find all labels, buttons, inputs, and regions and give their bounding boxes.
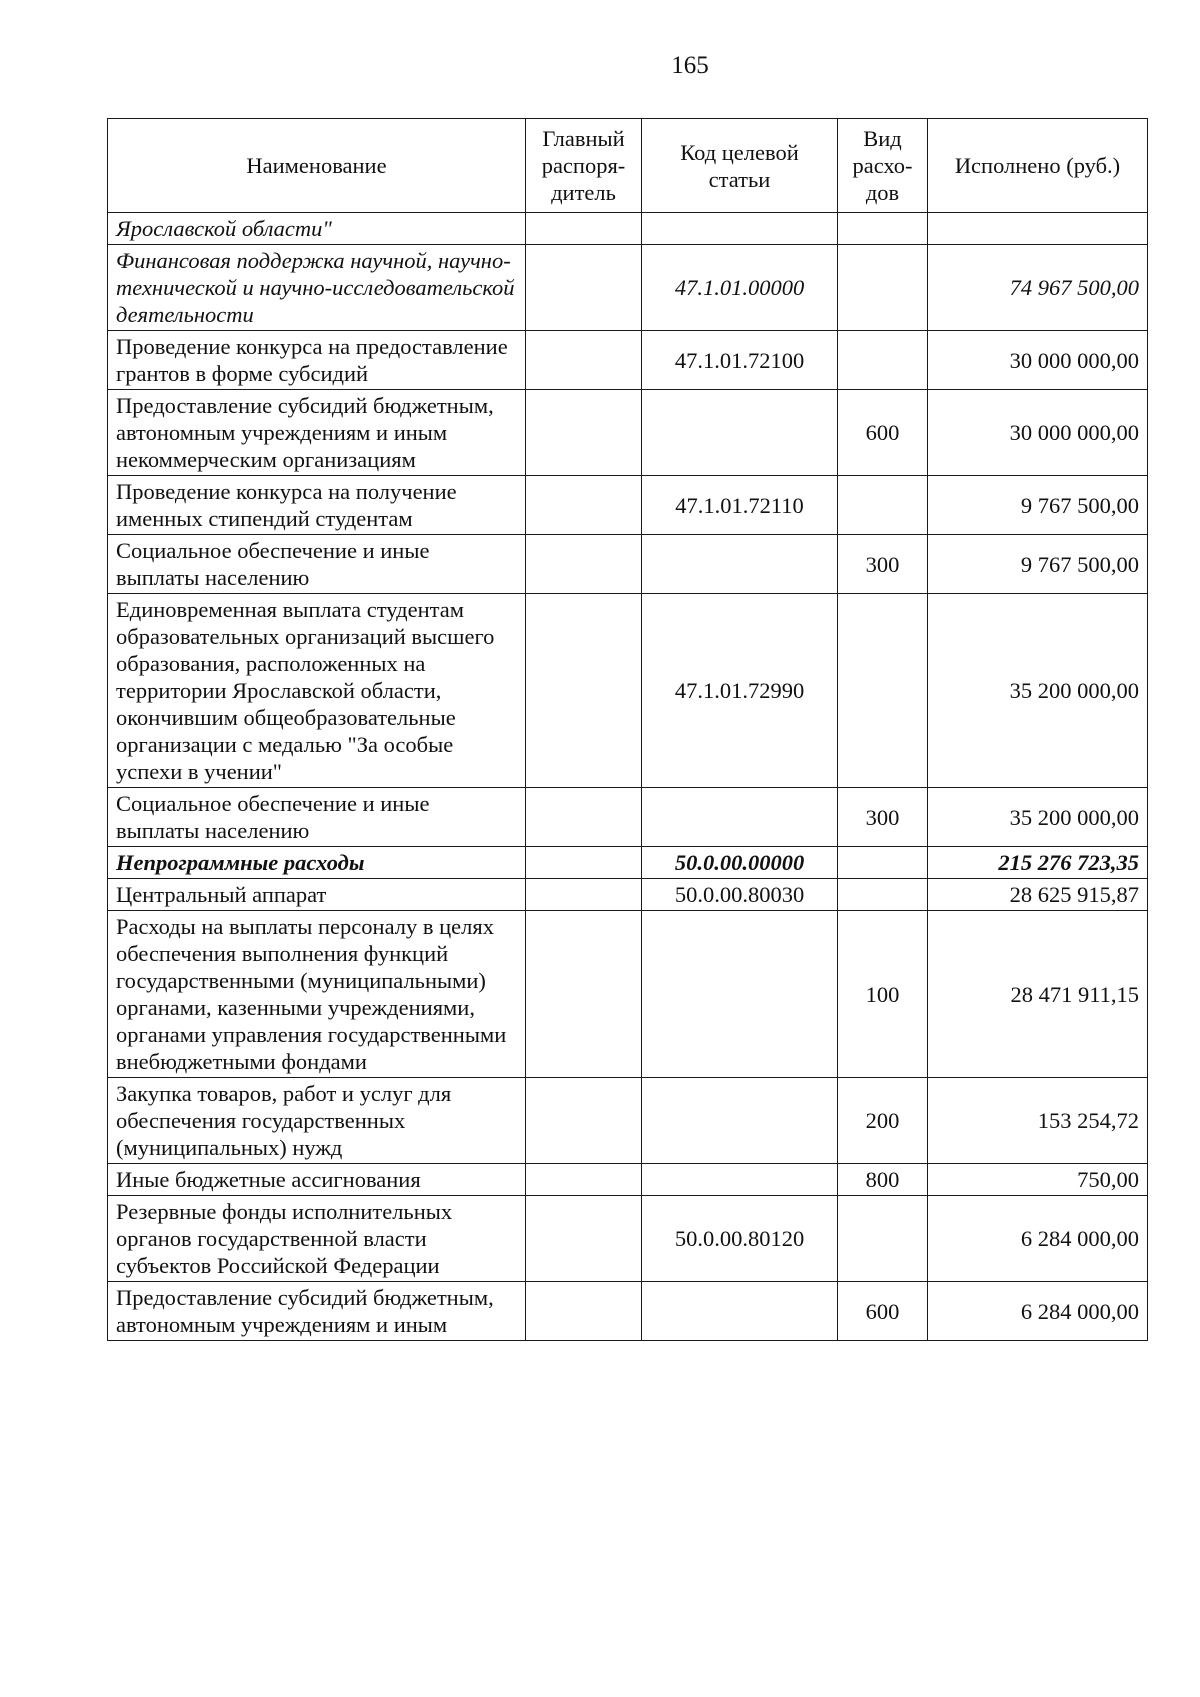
cell-main-manager — [526, 1078, 642, 1164]
cell-target-code: 47.1.01.72110 — [642, 476, 838, 535]
table-row — [108, 1282, 1148, 1341]
cell-name: Центральный аппарат — [108, 879, 526, 911]
header-expense-type: Вид расхо-дов — [838, 119, 928, 213]
cell-executed: 74 967 500,00 — [928, 245, 1148, 331]
table-row — [108, 847, 1148, 879]
cell-name: Предоставление субсидий бюджетным, автономным учреждениям и иным некоммерческим организациям — [108, 390, 526, 476]
cell-main-manager — [526, 1282, 642, 1341]
cell-target-code: 50.0.00.00000 — [642, 847, 838, 879]
table-header-row — [108, 119, 1148, 213]
cell-expense-type — [838, 879, 928, 911]
cell-target-code — [642, 213, 838, 245]
table-row — [108, 245, 1148, 331]
cell-main-manager — [526, 879, 642, 911]
cell-executed: 215 276 723,35 — [928, 847, 1148, 879]
cell-name: Резервные фонды исполнительных органов государственной власти субъектов Российской Федерации — [108, 1196, 526, 1282]
cell-name: Непрограммные расходы — [108, 847, 526, 879]
cell-target-code — [642, 535, 838, 594]
table-row — [108, 390, 1148, 476]
cell-main-manager — [526, 911, 642, 1078]
header-main-manager: Главный распоря-дитель — [526, 119, 642, 213]
cell-name: Социальное обеспечение и иные выплаты населению — [108, 788, 526, 847]
cell-executed: 28 625 915,87 — [928, 879, 1148, 911]
cell-name: Финансовая поддержка научной, научно-технической и научно-исследовательской деятельности — [108, 245, 526, 331]
cell-main-manager — [526, 213, 642, 245]
cell-expense-type — [838, 847, 928, 879]
header-name: Наименование — [108, 119, 526, 213]
budget-table — [107, 118, 1148, 1341]
cell-main-manager — [526, 1164, 642, 1196]
cell-target-code: 47.1.01.72100 — [642, 331, 838, 390]
cell-main-manager — [526, 594, 642, 788]
table-row — [108, 594, 1148, 788]
cell-target-code — [642, 788, 838, 847]
cell-executed: 30 000 000,00 — [928, 390, 1148, 476]
cell-expense-type — [838, 594, 928, 788]
cell-expense-type: 300 — [838, 535, 928, 594]
table-row — [108, 879, 1148, 911]
cell-main-manager — [526, 245, 642, 331]
cell-main-manager — [526, 535, 642, 594]
cell-executed: 153 254,72 — [928, 1078, 1148, 1164]
table-row — [108, 213, 1148, 245]
cell-name: Проведение конкурса на получение именных стипендий студентам — [108, 476, 526, 535]
cell-executed: 35 200 000,00 — [928, 594, 1148, 788]
table-row — [108, 911, 1148, 1078]
cell-executed: 9 767 500,00 — [928, 535, 1148, 594]
cell-target-code — [642, 390, 838, 476]
page-number: 165 — [671, 52, 709, 79]
cell-main-manager — [526, 788, 642, 847]
cell-expense-type — [838, 476, 928, 535]
cell-name: Расходы на выплаты персоналу в целях обеспечения выполнения функций государственными (муниципальными) органами, казенными учреждениями, органами управления государственными внебюджетными фондами — [108, 911, 526, 1078]
cell-executed: 6 284 000,00 — [928, 1196, 1148, 1282]
cell-executed: 35 200 000,00 — [928, 788, 1148, 847]
table-body — [108, 213, 1148, 1341]
table-row — [108, 1196, 1148, 1282]
header-executed: Исполнено (руб.) — [928, 119, 1148, 213]
cell-target-code: 47.1.01.72990 — [642, 594, 838, 788]
cell-expense-type: 800 — [838, 1164, 928, 1196]
cell-executed: 30 000 000,00 — [928, 331, 1148, 390]
table-row — [108, 331, 1148, 390]
cell-main-manager — [526, 390, 642, 476]
cell-name: Социальное обеспечение и иные выплаты населению — [108, 535, 526, 594]
cell-target-code — [642, 911, 838, 1078]
cell-target-code — [642, 1282, 838, 1341]
cell-target-code: 50.0.00.80030 — [642, 879, 838, 911]
cell-main-manager — [526, 1196, 642, 1282]
cell-executed: 750,00 — [928, 1164, 1148, 1196]
header-target-code: Код целевой статьи — [642, 119, 838, 213]
cell-expense-type — [838, 213, 928, 245]
cell-target-code: 47.1.01.00000 — [642, 245, 838, 331]
cell-expense-type: 600 — [838, 1282, 928, 1341]
cell-executed: 6 284 000,00 — [928, 1282, 1148, 1341]
cell-name: Закупка товаров, работ и услуг для обеспечения государственных (муниципальных) нужд — [108, 1078, 526, 1164]
cell-target-code: 50.0.00.80120 — [642, 1196, 838, 1282]
table-row — [108, 1078, 1148, 1164]
cell-expense-type: 200 — [838, 1078, 928, 1164]
table-row — [108, 788, 1148, 847]
cell-main-manager — [526, 331, 642, 390]
cell-executed — [928, 213, 1148, 245]
cell-expense-type: 600 — [838, 390, 928, 476]
table-row — [108, 476, 1148, 535]
cell-executed: 28 471 911,15 — [928, 911, 1148, 1078]
cell-name: Предоставление субсидий бюджетным, автономным учреждениям и иным — [108, 1282, 526, 1341]
cell-expense-type: 100 — [838, 911, 928, 1078]
table-row — [108, 535, 1148, 594]
cell-main-manager — [526, 847, 642, 879]
cell-target-code — [642, 1164, 838, 1196]
cell-executed: 9 767 500,00 — [928, 476, 1148, 535]
cell-expense-type — [838, 1196, 928, 1282]
cell-name: Единовременная выплата студентам образовательных организаций высшего образования, расположенных на территории Ярославской области, окончившим общеобразовательные организации с медалью "За особые успехи в учении" — [108, 594, 526, 788]
cell-name: Проведение конкурса на предоставление грантов в форме субсидий — [108, 331, 526, 390]
cell-expense-type — [838, 245, 928, 331]
cell-name: Иные бюджетные ассигнования — [108, 1164, 526, 1196]
cell-expense-type — [838, 331, 928, 390]
cell-name: Ярославской области" — [108, 213, 526, 245]
cell-expense-type: 300 — [838, 788, 928, 847]
table-row — [108, 1164, 1148, 1196]
cell-target-code — [642, 1078, 838, 1164]
cell-main-manager — [526, 476, 642, 535]
